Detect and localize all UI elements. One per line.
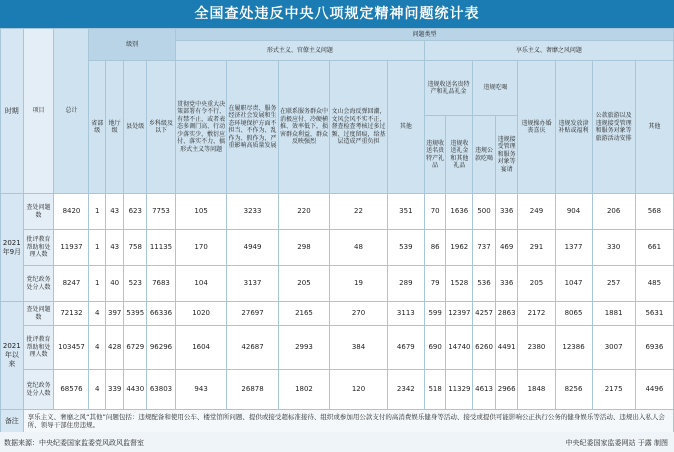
footer — [0, 432, 674, 452]
table-cell: 42687 — [227, 326, 278, 370]
table-cell: 12386 — [555, 326, 592, 370]
table-cell: 4 — [89, 302, 105, 326]
table-cell: 1020 — [175, 302, 226, 326]
hedonism-group-header: 享乐主义、奢靡之风问题 — [424, 41, 673, 61]
table-cell: 6260 — [473, 326, 496, 370]
table-cell: 66336 — [147, 302, 176, 326]
table-cell: 2175 — [592, 370, 635, 410]
total-cell: 68576 — [54, 370, 89, 410]
table-cell: 2966 — [495, 370, 518, 410]
table-cell: 539 — [387, 230, 424, 266]
table-cell: 4949 — [227, 230, 278, 266]
table-cell: 428 — [105, 326, 124, 370]
hedonism-col-weddings: 违规操办婚丧喜庆 — [518, 61, 555, 194]
table-cell: 1848 — [518, 370, 555, 410]
table-cell: 1962 — [446, 230, 473, 266]
hedonism-col-travel: 公款旅游以及违规接受管理和服务对象等旅游活动安排 — [592, 61, 635, 194]
data-source: 数据来源：中央纪委国家监委党风政风监督室 — [4, 439, 144, 447]
table-cell: 3007 — [592, 326, 635, 370]
table-cell: 63803 — [147, 370, 176, 410]
formalism-col-4: 文山会海反弹回潮，文风会风不实不正，督查检查考核过多过频、过度留痕，给基层造成严重负担 — [330, 61, 388, 194]
table-cell: 3233 — [227, 194, 278, 230]
total-cell: 103457 — [54, 326, 89, 370]
table-cell: 485 — [635, 266, 673, 302]
period-label-2021-ytd: 2021年以来 — [1, 302, 24, 410]
formalism-col-other: 其他 — [387, 61, 424, 194]
table-cell: 1 — [89, 266, 105, 302]
formalism-col-3: 在联系服务群众中消极应付、冷硬横推、效率低下，损害群众利益，群众反映强烈 — [278, 61, 329, 194]
hedonism-col-allowance: 违规发放津补贴或福利 — [555, 61, 592, 194]
table-cell: 205 — [518, 266, 555, 302]
table-cell: 11135 — [147, 230, 176, 266]
table-cell: 4 — [89, 326, 105, 370]
table-cell: 336 — [495, 194, 518, 230]
total-cell: 8247 — [54, 266, 89, 302]
problem-type-header: 问题类型 — [175, 29, 673, 41]
table-cell: 11329 — [446, 370, 473, 410]
table-cell: 19 — [330, 266, 388, 302]
note-label: 备注 — [1, 410, 24, 433]
table-cell: 270 — [330, 302, 388, 326]
gifts-sub-cash: 违规收送礼金和其他礼品 — [446, 116, 473, 194]
table-cell: 1528 — [446, 266, 473, 302]
item-label: 党纪政务处分人数 — [23, 370, 54, 410]
table-cell: 96296 — [147, 326, 176, 370]
table-cell: 104 — [175, 266, 226, 302]
table-cell: 397 — [105, 302, 124, 326]
table-cell: 1636 — [446, 194, 473, 230]
total-cell: 8420 — [54, 194, 89, 230]
table-cell: 12397 — [446, 302, 473, 326]
table-cell: 8065 — [555, 302, 592, 326]
table-cell: 904 — [555, 194, 592, 230]
item-header: 项目 — [23, 29, 54, 194]
table-cell: 1802 — [278, 370, 329, 410]
item-label: 党纪政务处分人数 — [23, 266, 54, 302]
table-cell: 205 — [278, 266, 329, 302]
table-cell: 43 — [105, 194, 124, 230]
item-label: 批评教育帮助和处理人数 — [23, 326, 54, 370]
level-header-township: 乡科级及以下 — [147, 61, 176, 194]
formalism-group-header: 形式主义、官僚主义问题 — [175, 41, 424, 61]
table-cell: 690 — [424, 326, 446, 370]
table-cell: 105 — [175, 194, 226, 230]
level-header-prefecture: 地厅级 — [105, 61, 124, 194]
table-cell: 6729 — [124, 326, 147, 370]
table-cell: 4430 — [124, 370, 147, 410]
table-cell: 523 — [124, 266, 147, 302]
table-cell: 351 — [387, 194, 424, 230]
table-cell: 48 — [330, 230, 388, 266]
table-cell: 6936 — [635, 326, 673, 370]
table-cell: 1047 — [555, 266, 592, 302]
table-cell: 2172 — [518, 302, 555, 326]
dining-group-header: 违规吃喝 — [473, 61, 518, 116]
table-cell: 79 — [424, 266, 446, 302]
item-label: 查处问题数 — [23, 302, 54, 326]
table-cell: 7683 — [147, 266, 176, 302]
item-label: 批评教育帮助和处理人数 — [23, 230, 54, 266]
table-cell: 623 — [124, 194, 147, 230]
table-cell: 1 — [89, 194, 105, 230]
table-cell: 291 — [518, 230, 555, 266]
level-group-header: 级别 — [89, 29, 175, 61]
total-cell: 11937 — [54, 230, 89, 266]
gifts-group-header: 违规收送名贵特产和礼品礼金 — [424, 61, 472, 116]
credit-line: 中央纪委国家监委网站 于露 制图 — [565, 439, 668, 447]
table-cell: 43 — [105, 230, 124, 266]
table-cell: 1604 — [175, 326, 226, 370]
table-cell: 5395 — [124, 302, 147, 326]
formalism-col-1: 贯彻党中央重大决策部署有令不行、有禁不止，或者表态多调门高、行动少落实少，敷衍应付、落实不力，搞形式主义等问题 — [175, 61, 226, 194]
item-label: 查处问题数 — [23, 194, 54, 230]
table-cell: 40 — [105, 266, 124, 302]
table-cell: 2993 — [278, 326, 329, 370]
table-cell: 206 — [592, 194, 635, 230]
table-cell: 469 — [495, 230, 518, 266]
table-cell: 943 — [175, 370, 226, 410]
table-cell: 289 — [387, 266, 424, 302]
gifts-sub-specialties: 违规收送名贵特产礼品 — [424, 116, 446, 194]
table-cell: 2863 — [495, 302, 518, 326]
table-cell: 26878 — [227, 370, 278, 410]
table-cell: 2165 — [278, 302, 329, 326]
table-cell: 1 — [89, 230, 105, 266]
table-cell: 14740 — [446, 326, 473, 370]
level-header-province: 省部级 — [89, 61, 105, 194]
table-cell: 70 — [424, 194, 446, 230]
table-cell: 2380 — [518, 326, 555, 370]
table-cell: 4496 — [635, 370, 673, 410]
table-cell: 336 — [495, 266, 518, 302]
table-cell: 86 — [424, 230, 446, 266]
table-cell: 170 — [175, 230, 226, 266]
note-text: 享乐主义、奢靡之风“其他”问题包括：违规配备和使用公车、楼堂馆所问题、提供或接受超标准接待、组织或参加用公款支付的高消费娱乐健身等活动、接受或提供可能影响公正执行公务的健身娱乐等活动、违规出入私人会所、领导干部住房违规。 — [23, 410, 673, 433]
table-cell: 4257 — [473, 302, 496, 326]
table-cell: 518 — [424, 370, 446, 410]
total-header: 总计 — [54, 29, 89, 194]
table-cell: 737 — [473, 230, 496, 266]
period-header: 时期 — [1, 29, 24, 194]
table-cell: 7753 — [147, 194, 176, 230]
formalism-col-2: 在履职尽责、服务经济社会发展和生态环境保护方面不担当、不作为、乱作为、假作为，严重影响高质量发展 — [227, 61, 278, 194]
table-cell: 220 — [278, 194, 329, 230]
statistics-table — [0, 28, 674, 433]
table-cell: 22 — [330, 194, 388, 230]
table-cell: 384 — [330, 326, 388, 370]
table-cell: 2342 — [387, 370, 424, 410]
table-cell: 8256 — [555, 370, 592, 410]
table-cell: 1881 — [592, 302, 635, 326]
table-cell: 500 — [473, 194, 496, 230]
hedonism-col-other: 其他 — [635, 61, 673, 194]
table-cell: 330 — [592, 230, 635, 266]
table-cell: 3137 — [227, 266, 278, 302]
table-cell: 257 — [592, 266, 635, 302]
table-cell: 4491 — [495, 326, 518, 370]
table-cell: 4613 — [473, 370, 496, 410]
table-cell: 4 — [89, 370, 105, 410]
table-cell: 661 — [635, 230, 673, 266]
table-cell: 1377 — [555, 230, 592, 266]
table-cell: 120 — [330, 370, 388, 410]
dining-sub-public: 违规公款吃喝 — [473, 116, 496, 194]
total-cell: 72132 — [54, 302, 89, 326]
table-cell: 536 — [473, 266, 496, 302]
table-cell: 27697 — [227, 302, 278, 326]
table-cell: 298 — [278, 230, 329, 266]
level-header-county: 县处级 — [124, 61, 147, 194]
table-cell: 4679 — [387, 326, 424, 370]
table-cell: 5631 — [635, 302, 673, 326]
period-label-2021-09: 2021年9月 — [1, 194, 24, 302]
table-title: 全国查处违反中央八项规定精神问题统计表 — [0, 0, 674, 28]
table-cell: 3113 — [387, 302, 424, 326]
table-cell: 599 — [424, 302, 446, 326]
table-cell: 568 — [635, 194, 673, 230]
dining-sub-banquets: 违规接受管理和服务对象等宴请 — [495, 116, 518, 194]
table-cell: 249 — [518, 194, 555, 230]
table-cell: 339 — [105, 370, 124, 410]
table-cell: 758 — [124, 230, 147, 266]
